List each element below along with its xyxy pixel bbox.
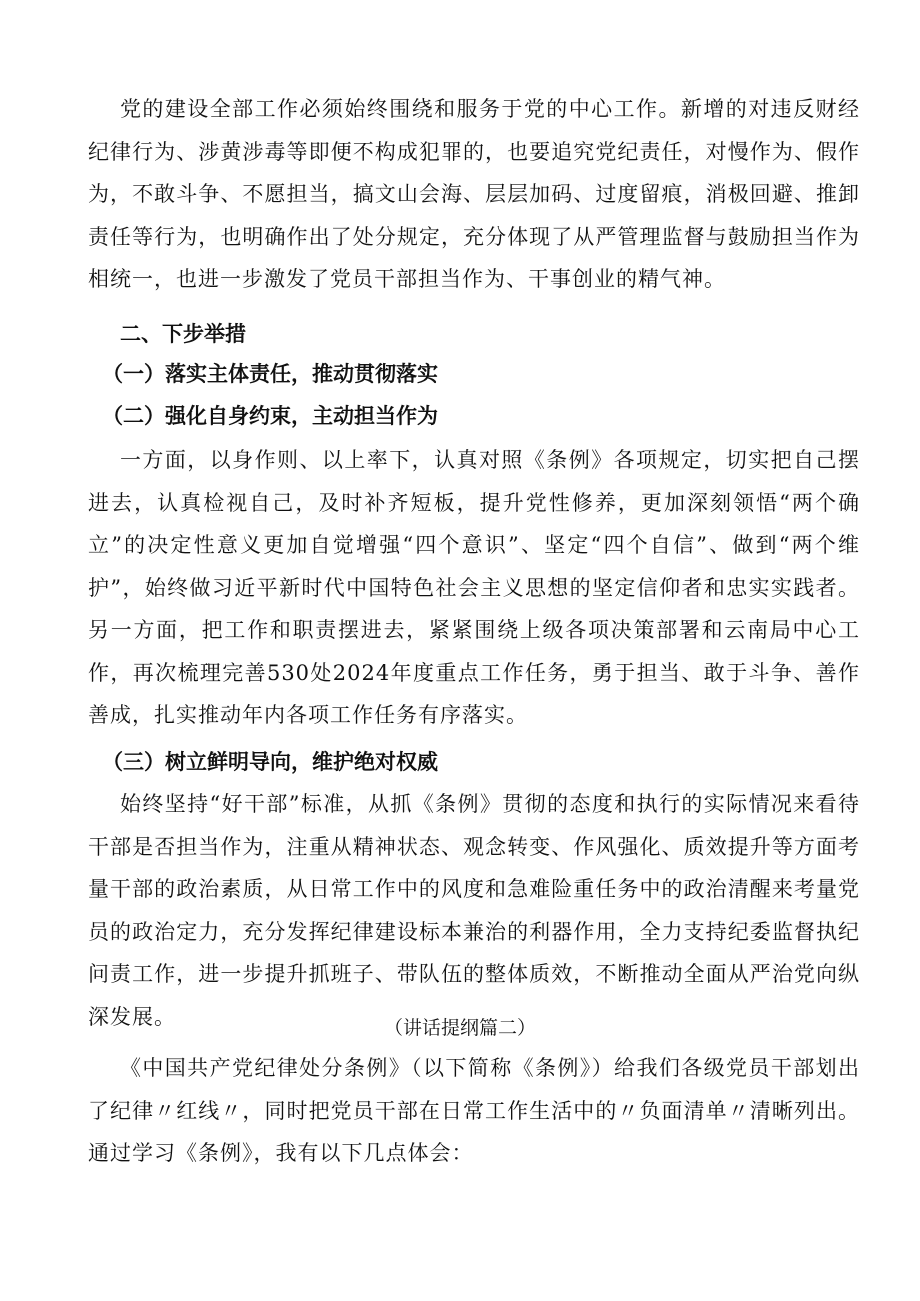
section-title: （讲话提纲篇二） (383, 1017, 536, 1039)
paragraph-party-building: 党的建设全部工作必须始终围绕和服务于党的中心工作。新增的对违反财经纪律行为、涉黄涉毒等即便不构成犯罪的，也要追究党纪责任，对慢作为、假作为，不敢斗争、不愿担当，搞文山会海、层层加码、过度留痕，消极回避、推卸责任等行为，也明确作出了处分规定，充分体现了从严管理监督与鼓励担当作为相统一，也进一步激发了党员干部担当作为、干事创业的精气神。 (88, 97, 860, 291)
subheading-three: （三）树立鲜明导向，维护绝对权威 (102, 750, 438, 774)
paragraph-regulations-intro: 《中国共产党纪律处分条例》（以下简称《条例》）给我们各级党员干部划出了纪律〃红线〃，同时把党员干部在日常工作生活中的〃负面清单〃清晰列出。通过学习《条例》，我有以下几点体会： (88, 1056, 860, 1165)
subheading-two: （二）强化自身约束，主动担当作为 (102, 404, 438, 428)
subheading-one: （一）落实主体责任，推动贯彻落实 (102, 362, 438, 386)
paragraph-self-discipline: 一方面，以身作则、以上率下，认真对照《条例》各项规定，切实把自己摆进去，认真检视自己，及时补齐短板，提升党性修养，更加深刻领悟“两个确立”的决定性意义更加自觉增强“四个意识”、坚定“四个自信”、做到“两个维护”，始终做习近平新时代中国特色社会主义思想的坚定信仰者和忠实实践者。另一方面，把工作和职责摆进去，紧紧围绕上级各项决策部署和云南局中心工作，再次梳理完善530处2024年度重点工作任务，勇于担当、敢于斗争、善作善成，扎实推动年内各项工作任务有序落实。 (88, 448, 860, 727)
paragraph-good-cadre: 始终坚持“好干部”标准，从抓《条例》贯彻的态度和执行的实际情况来看待干部是否担当作为，注重从精神状态、观念转变、作风强化、质效提升等方面考量干部的政治素质，从日常工作中的风度和急难险重任务中的政治清醒来考量党员的政治定力，充分发挥纪律建设标本兼治的利器作用，全力支持纪委监督执纪问责工作，进一步提升抓班子、带队伍的整体质效，不断推动全面从严治党向纵深发展。 (88, 792, 860, 1029)
heading-next-steps: 二、下步举措 (120, 322, 246, 346)
